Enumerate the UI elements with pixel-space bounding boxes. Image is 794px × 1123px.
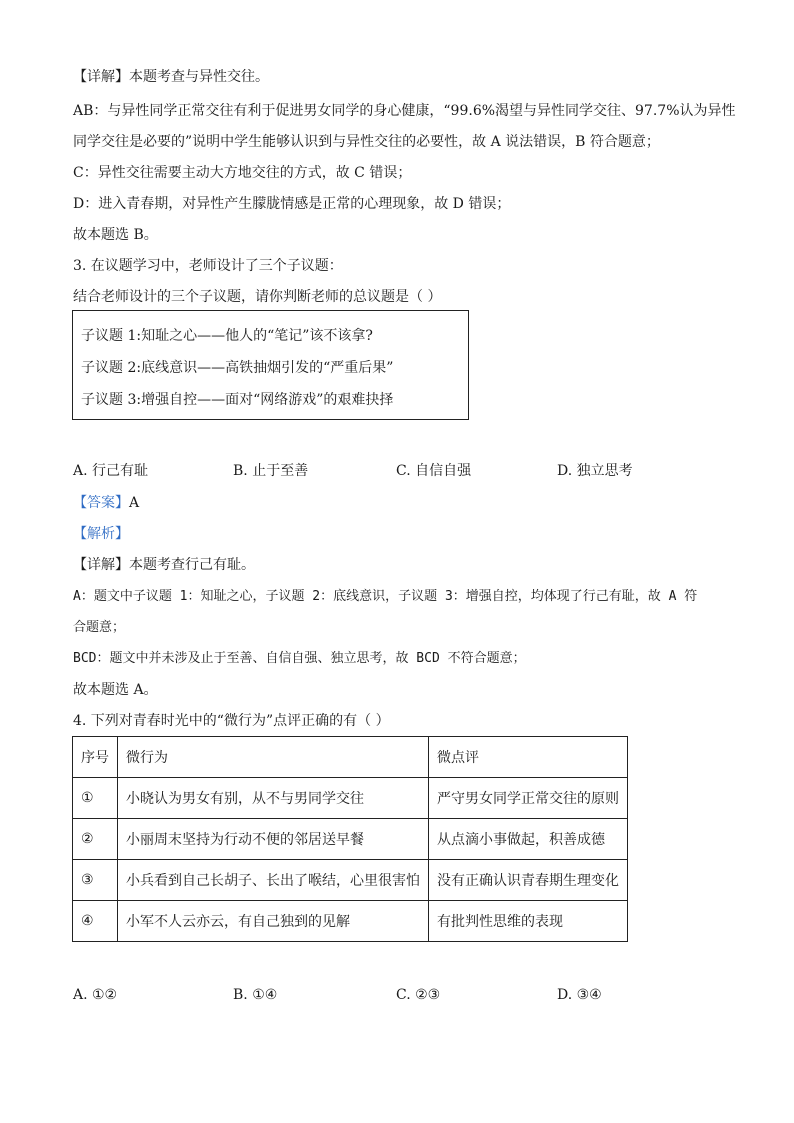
table-row [73, 901, 628, 942]
q3-bcd: BCD：题文中并未涉及止于至善、自信自强、独立思考，故 BCD 不符合题意； [73, 651, 526, 666]
q4-option-a: A. ①② [73, 987, 118, 1003]
q3-a-line1: A：题文中子议题 1：知耻之心，子议题 2：底线意识，子议题 3：增强自控，均体现了行己有耻，故 A 符 [73, 589, 698, 604]
q2-detail: 【详解】本题考查与异性交往。 [73, 69, 269, 85]
row-index: ④ [73, 901, 118, 942]
subtopic-2: 子议题 2:底线意识——高铁抽烟引发的“严重后果” [81, 360, 394, 376]
row-behavior: 小丽周末坚持为行动不便的邻居送早餐 [118, 819, 429, 860]
q4-table [72, 736, 628, 942]
q3-option-a: A. 行己有耻 [73, 463, 149, 479]
row-behavior: 小军不人云亦云，有自己独到的见解 [118, 901, 429, 942]
q2-c: C：异性交往需要主动大方地交往的方式，故 C 错误； [73, 165, 412, 181]
header-index: 序号 [73, 737, 118, 778]
row-index: ③ [73, 860, 118, 901]
subtopic-3: 子议题 3:增强自控——面对“网络游戏”的艰难抉择 [81, 392, 394, 408]
q2-conclusion: 故本题选 B。 [73, 227, 158, 243]
row-comment: 从点滴小事做起，积善成德 [429, 819, 628, 860]
q3-option-b: B. 止于至善 [233, 463, 309, 479]
q3-stem: 3. 在议题学习中，老师设计了三个子议题： [73, 258, 343, 274]
row-behavior: 小晓认为男女有别，从不与男同学交往 [118, 778, 429, 819]
row-index: ① [73, 778, 118, 819]
header-comment: 微点评 [429, 737, 628, 778]
q4-option-d: D. ③④ [557, 987, 602, 1003]
row-behavior: 小兵看到自己长胡子、长出了喉结，心里很害怕 [118, 860, 429, 901]
q4-stem: 4. 下列对青春时光中的“微行为”点评正确的有（ ） [73, 713, 390, 729]
row-comment: 严守男女同学正常交往的原则 [429, 778, 628, 819]
q3-option-d: D. 独立思考 [557, 463, 633, 479]
table-row [73, 819, 628, 860]
answer-value: A [129, 495, 140, 511]
q3-answer [73, 494, 139, 512]
header-behavior: 微行为 [118, 737, 429, 778]
q4-option-b: B. ①④ [233, 987, 278, 1003]
row-comment: 有批判性思维的表现 [429, 901, 628, 942]
q3-subtopic-box [72, 310, 469, 420]
subtopic-1: 子议题 1:知耻之心——他人的“笔记”该不该拿? [81, 328, 373, 344]
q3-analysis-label: 【解析】 [73, 526, 129, 542]
table-row [73, 860, 628, 901]
table-row [73, 778, 628, 819]
row-index: ② [73, 819, 118, 860]
q2-ab-line1: AB：与异性同学正常交往有利于促进男女同学的身心健康，“99.6%渴望与异性同学交往、97.7%认为异性 [73, 103, 736, 119]
q2-d: D：进入青春期，对异性产生朦胧情感是正常的心理现象，故 D 错误； [73, 196, 511, 212]
q3-option-c: C. 自信自强 [396, 463, 472, 479]
row-comment: 没有正确认识青春期生理变化 [429, 860, 628, 901]
q3-prompt: 结合老师设计的三个子议题，请你判断老师的总议题是（ ） [73, 289, 442, 305]
answer-label: 【答案】 [73, 495, 129, 511]
q2-ab-line2: 同学交往是必要的”说明中学生能够认识到与异性交往的必要性，故 A 说法错误，B 符合题意； [73, 134, 660, 150]
table-header-row [73, 737, 628, 778]
q3-conclusion: 故本题选 A。 [73, 682, 158, 698]
q3-a-line2: 合题意； [73, 620, 126, 635]
q4-option-c: C. ②③ [396, 987, 441, 1003]
q3-detail: 【详解】本题考查行己有耻。 [73, 557, 255, 573]
